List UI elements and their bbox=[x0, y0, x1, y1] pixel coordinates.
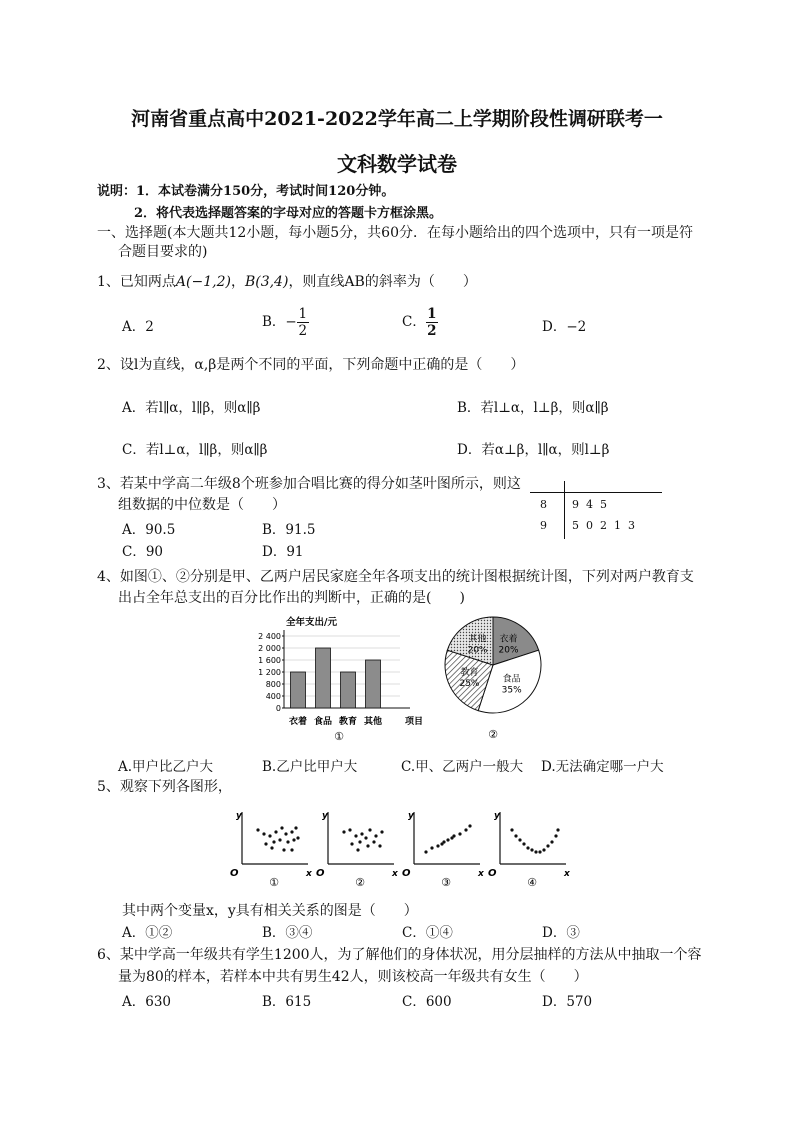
q6-stem-line2: 量为80的样本，若样本中共有男生42人，则该校高一年级共有女生（ ） bbox=[118, 969, 588, 985]
q5-option-b[interactable]: B．③④ bbox=[262, 925, 313, 941]
scatter-point bbox=[290, 830, 293, 833]
scatter-point bbox=[294, 826, 297, 829]
scatter-point bbox=[292, 838, 295, 841]
q5-option-c[interactable]: C．①④ bbox=[402, 925, 453, 941]
q3-option-a[interactable]: A．90.5 bbox=[122, 522, 176, 538]
scatter-point bbox=[522, 842, 525, 845]
q3-stem-line2: 组数据的中位数是（ ） bbox=[118, 497, 286, 513]
q1-stem: 1、已知两点A(−1,2)，B(3,4)，则直线AB的斜率为（ ） bbox=[97, 274, 477, 290]
bar-y-tick-label: 1 200 bbox=[258, 668, 281, 677]
scatter-point bbox=[356, 848, 359, 851]
q5-option-d[interactable]: D．③ bbox=[542, 925, 580, 941]
scatter-point bbox=[556, 828, 559, 831]
scatter-point bbox=[436, 844, 439, 847]
scatter-panel-4 bbox=[488, 811, 571, 889]
scatter-point bbox=[468, 824, 471, 827]
bar-教育 bbox=[341, 672, 356, 708]
scatter-point bbox=[262, 832, 265, 835]
bar-衣着 bbox=[291, 672, 306, 708]
scatter-origin-label: O bbox=[316, 868, 325, 879]
pie-pct: 25% bbox=[459, 678, 480, 689]
q4-stem-line2: 出占全年总支出的百分比作出的判断中，正确的是( ) bbox=[118, 590, 465, 606]
scatter-point bbox=[350, 842, 353, 845]
pie-pct: 20% bbox=[467, 645, 488, 656]
scatter-point bbox=[272, 840, 275, 843]
q5-stem: 5、观察下列各图形， bbox=[97, 779, 232, 795]
stem-leaf-leaves-1: 9 4 5 bbox=[572, 498, 607, 511]
scatter-point bbox=[530, 848, 533, 851]
scatter-point bbox=[296, 836, 299, 839]
bar-chart bbox=[250, 612, 435, 747]
scatter-point bbox=[374, 834, 377, 837]
section-header-line1: 一、选择题(本大题共12小题，每小题5分，共60分．在每小题给出的四个选项中，只有一项是符 bbox=[97, 225, 693, 241]
scatter-point bbox=[526, 846, 529, 849]
q6-option-b[interactable]: B．615 bbox=[262, 994, 312, 1010]
scatter-x-label: x bbox=[306, 869, 312, 879]
scatter-point bbox=[510, 828, 513, 831]
scatter-y-label: y bbox=[408, 811, 414, 821]
scatter-point bbox=[430, 846, 433, 849]
q3-option-c[interactable]: C．90 bbox=[122, 544, 164, 560]
stem-leaf-top-rule bbox=[530, 492, 662, 493]
scatter-point bbox=[550, 840, 553, 843]
bar-chart-title: 全年支出/元 bbox=[286, 617, 337, 628]
scatter-point bbox=[450, 836, 453, 839]
stem-leaf-divider bbox=[564, 481, 565, 539]
scatter-panel-3 bbox=[402, 811, 485, 889]
bar-食品 bbox=[316, 648, 331, 708]
q4-option-d[interactable]: D.无法确定哪一户大 bbox=[541, 759, 664, 775]
exam-subtitle: 文科数学试卷 bbox=[337, 152, 457, 176]
bar-x-tick-label: 衣着 bbox=[288, 717, 308, 727]
q2-option-b[interactable]: B．若l⊥α，l⊥β，则α∥β bbox=[457, 400, 609, 416]
scatter-y-label: y bbox=[494, 811, 500, 821]
q4-option-a[interactable]: A.甲户比乙户大 bbox=[118, 759, 214, 775]
q2-option-c[interactable]: C．若l⊥α，l∥β，则α∥β bbox=[122, 442, 268, 458]
scatter-point bbox=[542, 848, 545, 851]
scatter-x-label: x bbox=[564, 869, 570, 879]
scatter-point bbox=[464, 828, 467, 831]
scatter-point bbox=[270, 846, 273, 849]
scatter-point bbox=[514, 834, 517, 837]
scatter-x-label: x bbox=[478, 869, 484, 879]
scatter-point bbox=[538, 850, 541, 853]
bar-x-axis-label: 项目 bbox=[405, 717, 424, 727]
q4-option-b[interactable]: B.乙户比甲户大 bbox=[262, 759, 358, 775]
stem-leaf-plot bbox=[530, 481, 665, 539]
scatter-point bbox=[264, 842, 267, 845]
q1-option-a[interactable]: A．2 bbox=[122, 319, 154, 335]
scatter-point bbox=[354, 834, 357, 837]
scatter-caption: ② bbox=[355, 876, 365, 889]
q4-option-c[interactable]: C.甲、乙两户一般大 bbox=[401, 759, 524, 775]
q5-question: 其中两个变量x，y具有相关关系的图是（ ） bbox=[122, 903, 418, 919]
q1-option-b[interactable]: B．− $\frac{1}{2}$ bbox=[262, 306, 308, 339]
q2-option-d[interactable]: D．若α⊥β，l∥α，则l⊥β bbox=[457, 442, 610, 458]
q4-stem-line1: 4、如图①、②分别是甲、乙两户居民家庭全年各项支出的统计图根据统计图，下列对两户教育支 bbox=[97, 569, 694, 585]
q1-option-c[interactable]: C． $\frac{1}{2}$ bbox=[402, 306, 437, 339]
q6-stem-line1: 6、某中学高一年级共有学生1200人，为了解他们的身体状况，用分层抽样的方法从中抽取一个容 bbox=[97, 947, 702, 963]
stem-leaf-stem-1: 8 bbox=[540, 498, 547, 511]
note-2: 2．将代表选择题答案的字母对应的答题卡方框涂黑。 bbox=[134, 206, 443, 221]
section-header-line2: 合题目要求的) bbox=[118, 244, 208, 260]
bar-y-tick-label: 400 bbox=[265, 692, 281, 701]
scatter-point bbox=[286, 840, 289, 843]
bar-x-tick-label: 其他 bbox=[363, 717, 383, 727]
scatter-point bbox=[534, 850, 537, 853]
scatter-point bbox=[554, 834, 557, 837]
pie-pct: 20% bbox=[498, 645, 519, 656]
q1-option-d[interactable]: D．−2 bbox=[542, 319, 587, 335]
scatter-caption: ① bbox=[269, 876, 279, 889]
pie-chart-caption: ② bbox=[488, 728, 498, 741]
stem-leaf-stem-2: 9 bbox=[540, 519, 547, 532]
scatter-x-label: x bbox=[392, 869, 398, 879]
scatter-point bbox=[546, 844, 549, 847]
scatter-point bbox=[424, 850, 427, 853]
scatter-point bbox=[368, 828, 371, 831]
note-1: 说明：1．本试卷满分150分，考试时间120分钟。 bbox=[97, 184, 395, 199]
scatter-origin-label: O bbox=[230, 868, 239, 879]
pie-label: 其他 bbox=[468, 634, 487, 645]
scatter-point bbox=[282, 848, 285, 851]
bar-y-tick-label: 800 bbox=[265, 680, 281, 689]
scatter-plots bbox=[228, 808, 570, 893]
bar-x-tick-label: 教育 bbox=[338, 717, 358, 727]
scatter-point bbox=[290, 848, 293, 851]
scatter-point bbox=[446, 838, 449, 841]
pie-label: 食品 bbox=[502, 674, 521, 685]
scatter-point bbox=[364, 836, 367, 839]
scatter-caption: ④ bbox=[527, 876, 537, 889]
scatter-point bbox=[366, 844, 369, 847]
scatter-point bbox=[342, 830, 345, 833]
scatter-origin-label: O bbox=[402, 868, 411, 879]
pie-label: 衣着 bbox=[499, 634, 518, 645]
q6-option-a[interactable]: A．630 bbox=[122, 994, 172, 1010]
scatter-point bbox=[518, 838, 521, 841]
scatter-point bbox=[278, 838, 281, 841]
q6-option-d[interactable]: D．570 bbox=[542, 994, 593, 1010]
bar-chart-caption: ① bbox=[334, 730, 344, 743]
q5-option-a[interactable]: A．①② bbox=[122, 925, 173, 941]
bar-y-tick-label: 2 000 bbox=[258, 644, 281, 653]
bar-y-tick-label: 2 400 bbox=[258, 632, 281, 641]
scatter-point bbox=[348, 828, 351, 831]
scatter-origin-label: O bbox=[488, 868, 497, 879]
scatter-point bbox=[360, 832, 363, 835]
scatter-panel-2 bbox=[316, 811, 399, 889]
pie-pct: 35% bbox=[501, 685, 522, 696]
scatter-point bbox=[378, 844, 381, 847]
stem-leaf-leaves-2: 5 0 2 1 3 bbox=[572, 519, 635, 532]
pie-label: 教育 bbox=[460, 667, 479, 678]
exam-title: 河南省重点高中2021-2022学年高二上学期阶段性调研联考一 bbox=[131, 108, 663, 130]
pie-chart bbox=[438, 610, 548, 745]
q2-option-a[interactable]: A．若l∥α，l∥β，则α∥β bbox=[122, 400, 261, 416]
bar-x-tick-label: 食品 bbox=[313, 717, 333, 727]
scatter-point bbox=[280, 826, 283, 829]
scatter-point bbox=[458, 832, 461, 835]
scatter-point bbox=[268, 834, 271, 837]
scatter-panel-1 bbox=[230, 811, 313, 889]
q2-stem: 2、设l为直线，α,β是两个不同的平面，下列命题中正确的是（ ） bbox=[97, 357, 525, 373]
q3-option-b[interactable]: B．91.5 bbox=[262, 522, 316, 538]
bar-y-tick-label: 0 bbox=[275, 704, 281, 713]
scatter-point bbox=[380, 830, 383, 833]
scatter-y-label: y bbox=[322, 811, 328, 821]
scatter-point bbox=[274, 830, 277, 833]
scatter-caption: ③ bbox=[441, 876, 451, 889]
bar-其他 bbox=[366, 660, 381, 708]
scatter-point bbox=[256, 828, 259, 831]
scatter-point bbox=[284, 832, 287, 835]
scatter-point bbox=[358, 840, 361, 843]
q3-stem-line1: 3、若某中学高二年级8个班参加合唱比赛的得分如茎叶图所示，则这 bbox=[97, 476, 521, 492]
q6-option-c[interactable]: C．600 bbox=[402, 994, 452, 1010]
scatter-point bbox=[440, 842, 443, 845]
q3-option-d[interactable]: D．91 bbox=[262, 544, 304, 560]
scatter-point bbox=[372, 840, 375, 843]
bar-y-tick-label: 1 600 bbox=[258, 656, 281, 665]
scatter-y-label: y bbox=[236, 811, 242, 821]
